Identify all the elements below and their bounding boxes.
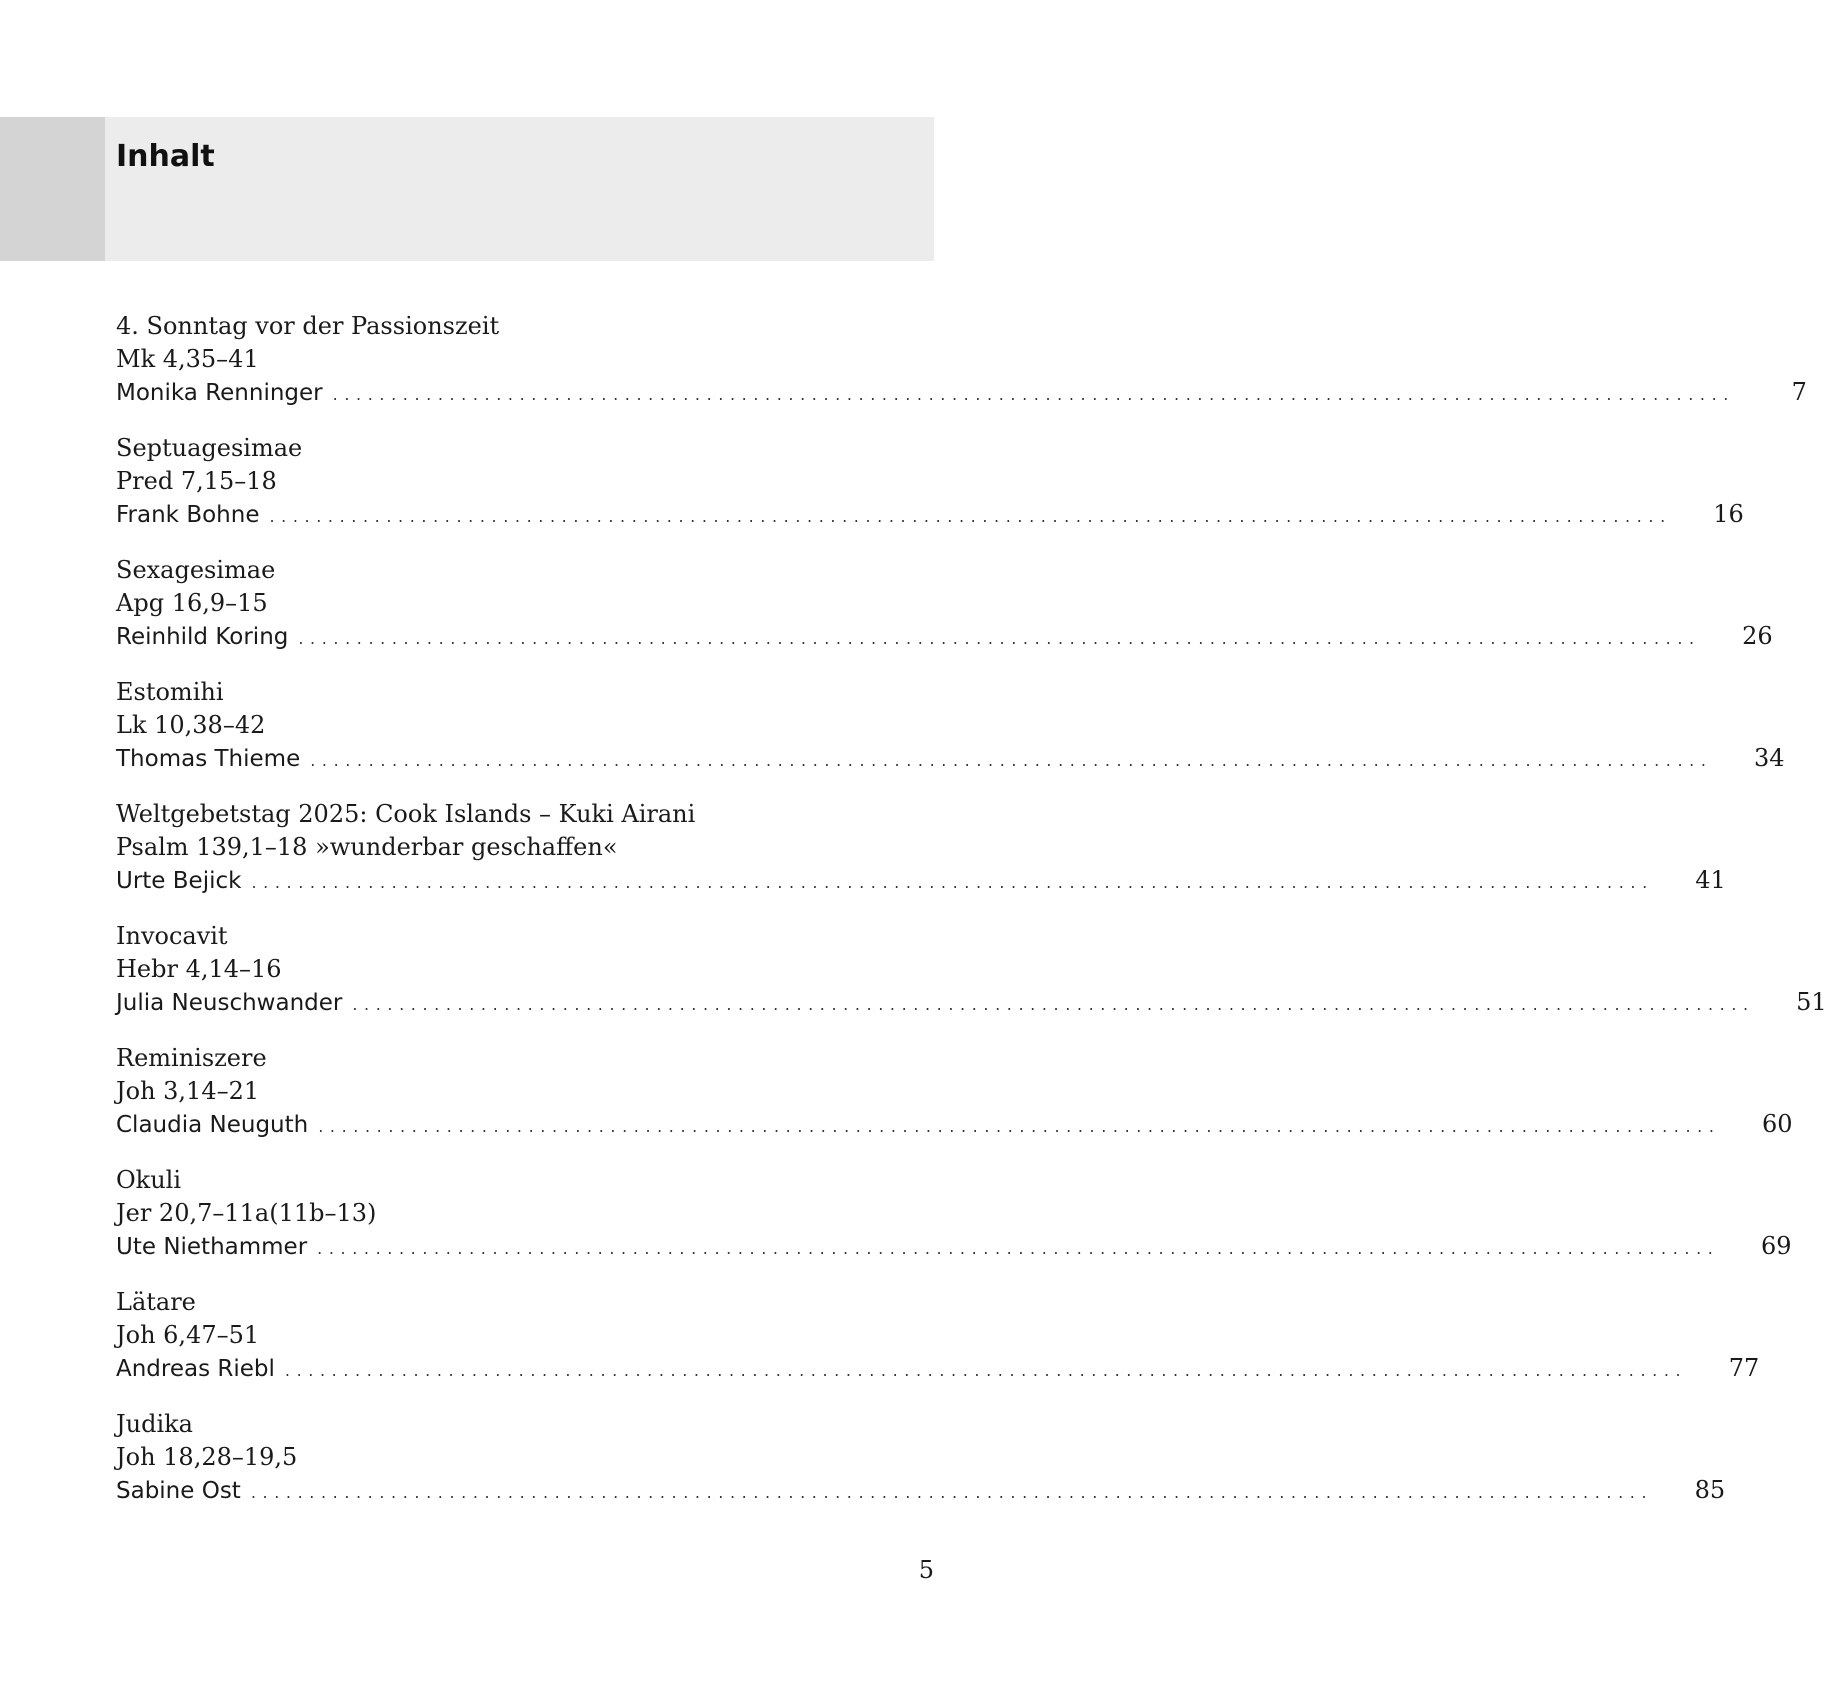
toc-reference: Joh 18,28–19,5 xyxy=(116,1443,298,1471)
dot-leader: ........................................................................................................................ xyxy=(352,995,1755,1014)
toc-reference: Lk 10,38–42 xyxy=(116,711,266,739)
toc-page-number: 85 xyxy=(1694,1476,1726,1504)
header-band xyxy=(0,117,934,261)
toc-author-line xyxy=(116,1474,1726,1507)
toc-author-line xyxy=(116,1230,1792,1263)
toc-occasion: Invocavit xyxy=(116,922,228,950)
toc-entry[interactable] xyxy=(116,1286,1760,1408)
page-title: Inhalt xyxy=(116,139,215,174)
toc-author: Urte Bejick xyxy=(116,868,242,894)
toc-reference: Joh 3,14–21 xyxy=(116,1077,260,1105)
toc-reference: Pred 7,15–18 xyxy=(116,467,277,495)
toc-page-number: 41 xyxy=(1695,866,1726,894)
toc-occasion: Estomihi xyxy=(116,678,224,706)
toc-author-line xyxy=(116,376,1807,409)
toc-author-line xyxy=(116,1352,1760,1385)
header-tab xyxy=(0,117,105,261)
dot-leader: ........................................................................................................................ xyxy=(310,751,1713,770)
toc-author-line xyxy=(116,1108,1793,1141)
dot-leader: ........................................................................................................................ xyxy=(250,1483,1654,1502)
dot-leader: ........................................................................................................................ xyxy=(269,507,1672,526)
toc-author: Ute Niethammer xyxy=(116,1234,308,1260)
toc-author-line xyxy=(116,498,1744,531)
toc-author-line xyxy=(116,986,1827,1019)
toc-reference: Joh 6,47–51 xyxy=(116,1321,260,1349)
toc-page-number: 69 xyxy=(1760,1232,1792,1260)
toc-reference: Jer 20,7–11a(11b–13) xyxy=(116,1199,377,1227)
toc-page-number: 77 xyxy=(1728,1354,1760,1382)
table-of-contents xyxy=(116,310,1827,1530)
dot-leader: ........................................................................................................................ xyxy=(318,1117,1721,1136)
toc-occasion: Okuli xyxy=(116,1166,182,1194)
toc-entry[interactable] xyxy=(116,798,1726,920)
dot-leader: ........................................................................................................................ xyxy=(298,629,1701,648)
toc-occasion: Lätare xyxy=(116,1288,196,1316)
toc-reference: Apg 16,9–15 xyxy=(116,589,268,617)
toc-occasion: Septuagesimae xyxy=(116,434,303,462)
toc-entry[interactable] xyxy=(116,1164,1792,1286)
toc-occasion: Sexagesimae xyxy=(116,556,276,584)
toc-occasion: Reminiszere xyxy=(116,1044,267,1072)
toc-entry[interactable] xyxy=(116,310,1807,432)
toc-entry[interactable] xyxy=(116,920,1827,1042)
toc-entry[interactable] xyxy=(116,432,1744,554)
toc-entry[interactable] xyxy=(116,554,1773,676)
toc-occasion: Weltgebetstag 2025: Cook Islands – Kuki Airani xyxy=(116,800,696,828)
toc-author-line xyxy=(116,742,1785,775)
folio-page-number: 5 xyxy=(918,1556,934,1584)
toc-author-line xyxy=(116,864,1726,897)
dot-leader: ........................................................................................................................ xyxy=(284,1361,1688,1380)
toc-author: Reinhild Koring xyxy=(116,624,289,650)
toc-entry[interactable] xyxy=(116,676,1785,798)
toc-reference: Mk 4,35–41 xyxy=(116,345,259,373)
toc-author: Andreas Riebl xyxy=(116,1356,275,1382)
dot-leader: ........................................................................................................................ xyxy=(317,1239,1720,1258)
toc-page-number: 7 xyxy=(1791,378,1807,406)
toc-page-number: 34 xyxy=(1753,744,1785,772)
toc-author-line xyxy=(116,620,1773,653)
toc-reference: Psalm 139,1–18 »wunderbar geschaffen« xyxy=(116,833,618,861)
toc-entry[interactable] xyxy=(116,1408,1726,1530)
dot-leader: ........................................................................................................................ xyxy=(332,385,1735,404)
toc-author: Julia Neuschwander xyxy=(116,990,343,1016)
toc-occasion: Judika xyxy=(116,1410,193,1438)
toc-entry[interactable] xyxy=(116,1042,1793,1164)
toc-page-number: 16 xyxy=(1713,500,1744,528)
toc-page-number: 26 xyxy=(1742,622,1773,650)
toc-author: Sabine Ost xyxy=(116,1478,241,1504)
toc-author: Monika Renninger xyxy=(116,380,323,406)
toc-page-number: 51 xyxy=(1796,988,1827,1016)
toc-occasion: 4. Sonntag vor der Passionszeit xyxy=(116,312,500,340)
toc-author: Frank Bohne xyxy=(116,502,260,528)
toc-author: Claudia Neuguth xyxy=(116,1112,309,1138)
toc-reference: Hebr 4,14–16 xyxy=(116,955,282,983)
toc-page-number: 60 xyxy=(1762,1110,1793,1138)
toc-author: Thomas Thieme xyxy=(116,746,301,772)
dot-leader: ........................................................................................................................ xyxy=(251,873,1654,892)
